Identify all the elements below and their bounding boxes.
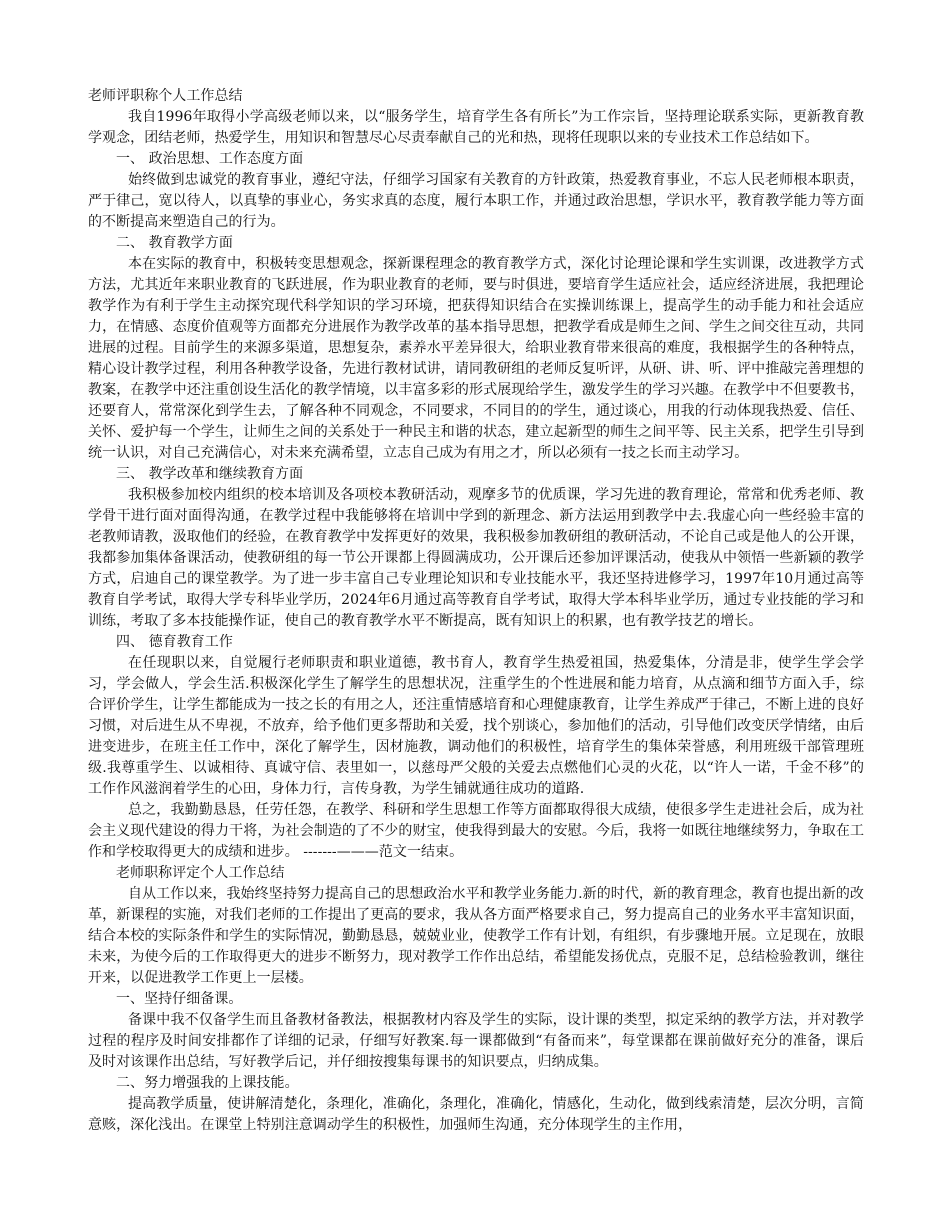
second-document-title: 老师职称评定个人工作总结 bbox=[116, 865, 285, 881]
section-heading-reform: 三、 教学改革和继续教育方面 bbox=[116, 466, 304, 482]
moral-education-paragraph: 在任现职以来，自觉履行老师职责和职业道德，教书育人，教育学生热爱祖国，热爱集体，分清是非，使学生学会学习，学会做人，学会生活.积极深化学生了解学生的思想状况，注重学生的个性进展和能力培育，从点滴和细节方面入手，综合评价学生，让学生都能成为一技之长的有用之人，还注重情感培育和心理健康教育，让学生养成严于律己，不断上进的良好习惯，对后进生从不卑视，不放弃，给予他们更多帮助和关爱，找个别谈心，参加他们的活动，引导他们改变厌学情绪，由后进变进步，在班主任工作中，深化了解学生，因材施教，调动他们的积极性，培育学生的集体荣誉感，利用班级干部管理班级.我尊重学生、以诚相待、真诚守信、表里如一，以慈母严父般的关爱去点燃他们心灵的火花，以“许人一诺，千金不移”的工作作风滋润着学生的心田，身体力行，言传身教，为学生铺就通往成功的道路. bbox=[88, 655, 864, 797]
second-intro-paragraph: 自从工作以来，我始终坚持努力提高自己的思想政治水平和教学业务能力.新的时代，新的教育理念，教育也提出新的改革，新课程的实施，对我们老师的工作提出了更高的要求，我从各方面严格要求自己，努力提高自己的业务水平丰富知识面，结合本校的实际条件和学生的实际情况，勤勤恳恳，兢兢业业，使教学工作有计划，有组织，有步骤地开展。立足现在，放眼未来，为使今后的工作取得更大的进步不断努力，现对教学工作作出总结，希望能发扬优点，克服不足，总结检验教训，继往开来，以促进教学工作更上一层楼。 bbox=[88, 886, 864, 986]
summary-paragraph: 总之，我勤勤恳恳，任劳任怨，在教学、科研和学生思想工作等方面都取得很大成绩，使很多学生走进社会后，成为社会主义现代建设的得力干将，为社会制造的了不少的财宝，使我得到最大的安慰。今后，我将一如既往地继续努力，争取在工作和学校取得更大的成绩和进步。 -------———范文一结束。 bbox=[88, 802, 864, 860]
section-heading-lesson-prep: 一、坚持仔细备课。 bbox=[116, 991, 243, 1007]
reform-paragraph: 我积极参加校内组织的校本培训及各项校本教研活动，观摩多节的优质课，学习先进的教育理论，常常和优秀老师、教学骨干进行面对面得沟通，在教学过程中我能够将在培训中学到的新理念、新方法运用到教学中去.我虚心向一些经验丰富的老教师请教，汲取他们的经验，在教育教学中发挥更好的效果，我积极参加教研组的教研活动，不论自己或是他人的公开课，我都参加集体备课活动，使教研组的每一节公开课都上得圆满成功，公开课后还参加评课活动，使我从中领悟一些新颖的教学方式，启迪自己的课堂教学。为了进一步丰富自己专业理论知识和专业技能水平，我还坚持进修学习，1997年10月通过高等教育自学考试，取得大学专科毕业学历，2024年6月通过高等教育自学考试，取得大学本科毕业学历，通过专业技能的学习和训练，考取了多本技能操作证，使自己的教育教学水平不断提高，既有知识上的积累，也有教学技艺的增长。 bbox=[88, 487, 864, 629]
section-heading-class-skills: 二、努力增强我的上课技能。 bbox=[116, 1075, 299, 1091]
section-heading-moral-education: 四、 德育教育工作 bbox=[116, 634, 233, 650]
lesson-prep-paragraph: 备课中我不仅备学生而且备教材备教法，根据教材内容及学生的实际，设计课的类型，拟定采纳的教学方法，并对教学过程的程序及时间安排都作了详细的记录，仔细写好教案.每一课都做到“有备而来”，每堂课都在课前做好充分的准备，课后及时对该课作出总结，写好教学后记，并仔细按搜集每课书的知识要点，归纳成集。 bbox=[88, 1012, 864, 1070]
section-heading-teaching: 二、 教育教学方面 bbox=[116, 235, 233, 251]
document-title: 老师评职称个人工作总结 bbox=[88, 88, 243, 104]
politics-paragraph: 始终做到忠诚党的教育事业，遵纪守法，仔细学习国家有关教育的方针政策，热爱教育事业，不忘人民老师根本职责，严于律己，宽以待人，以真挚的事业心，务实求真的态度，履行本职工作，并通过政治思想，学识水平，教育教学能力等方面的不断提高来塑造自己的行为。 bbox=[88, 172, 864, 230]
intro-paragraph: 我自1996年取得小学高级老师以来，以“服务学生，培育学生各有所长”为工作宗旨，坚持理论联系实际，更新教育教学观念，团结老师，热爱学生，用知识和智慧尽心尽责奉献自己的光和热，现将任现职以来的专业技术工作总结如下。 bbox=[88, 109, 864, 146]
document-body bbox=[88, 86, 864, 1136]
teaching-paragraph: 本在实际的教育中，积极转变思想观念，探新课程理念的教育教学方式，深化讨论理论课和学生实训课，改进教学方式方法，尤其近年来职业教育的飞跃进展，作为职业教育的老师，要与时俱进，要培育学生适应社会，适应经济进展，我把理论教学作为有利于学生主动探究现代科学知识的学习环境，把获得知识结合在实操训练课上，提高学生的动手能力和社会适应力，在情感、态度价值观等方面都充分进展作为教学改革的基本指导思想，把教学看成是师生之间、学生之间交往互动，共同进展的过程。目前学生的来源多渠道，思想复杂，素养水平差异很大，给职业教育带来很高的难度，我根据学生的各种特点，精心设计教学过程，利用各种教学设备，先进行教材试讲，请同教研组的老师反复听评，从研、讲、听、评中推敲完善理想的教案，在教学中还注重创设生活化的教学情境，以丰富多彩的形式展现给学生，激发学生的学习兴趣。在教学中不但要教书，还要育人，常常深化到学生去，了解各种不同观念，不同要求，不同目的的学生，通过谈心，用我的行动体现我热爱、信任、关怀、爱护每一个学生，让师生之间的关系处于一种民主和谐的状态，建立起新型的师生之间平等、民主关系，把学生引导到统一认识，对自己充满信心，对未来充满希望，立志自己成为有用之才，所以必须有一技之长而主动学习。 bbox=[88, 256, 864, 461]
class-skills-paragraph: 提高教学质量，使讲解清楚化，条理化，准确化，条理化，准确化，情感化，生动化，做到线索清楚，层次分明，言简意赅，深化浅出。在课堂上特别注意调动学生的积极性，加强师生沟通，充分体现学生的主作用， bbox=[88, 1096, 864, 1133]
section-heading-politics: 一、 政治思想、工作态度方面 bbox=[116, 151, 304, 167]
